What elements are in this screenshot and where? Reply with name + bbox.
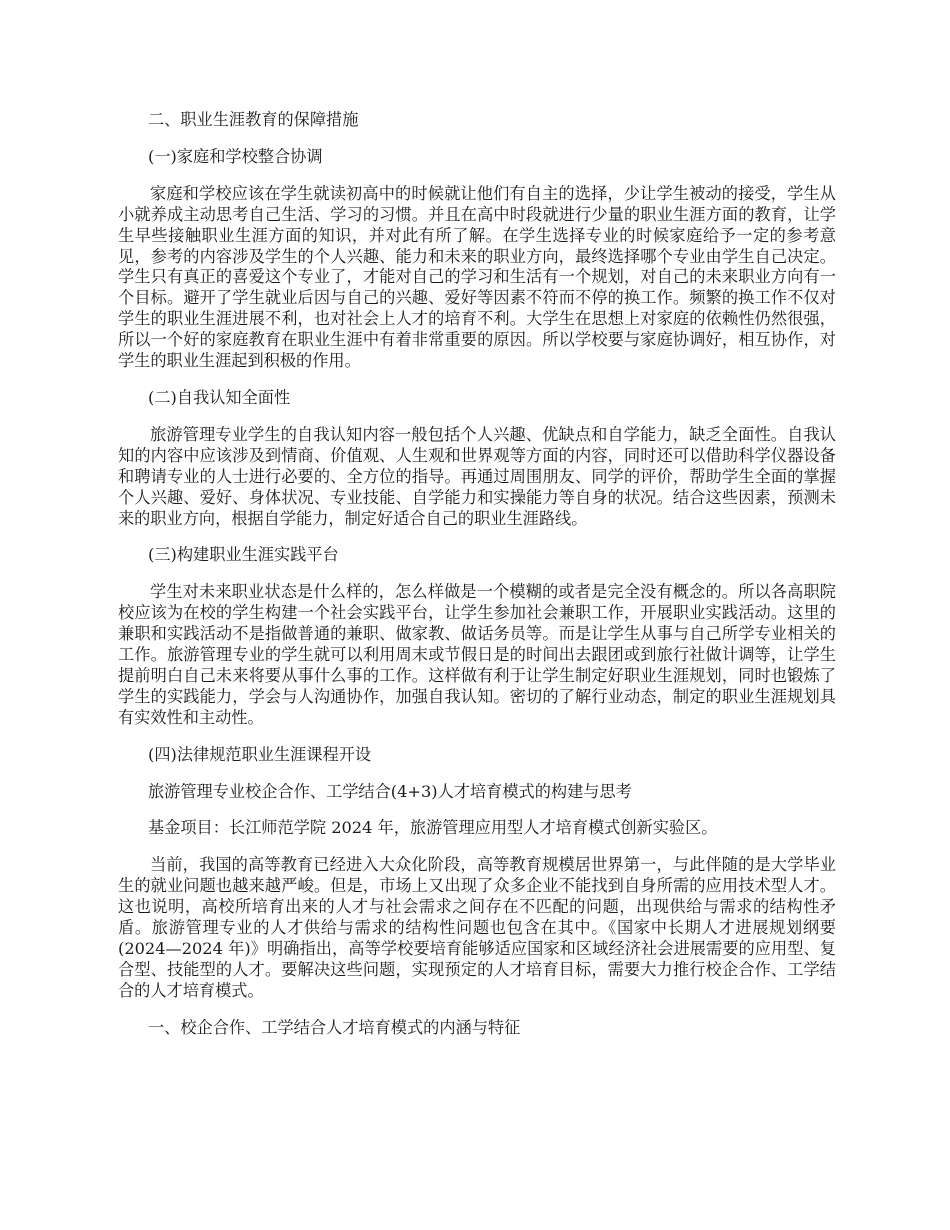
document-body [118,110,836,1055]
article-title: 旅游管理专业校企合作、工学结合(4+3)人才培育模式的构建与思考 [148,781,632,801]
body-paragraph-current-situation: 当前，我国的高等教育已经进入大众化阶段，高等教育规模居世界第一，与此伴随的是大学毕业生的就业问题也越来越严峻。但是，市场上又出现了众多企业不能找到自身所需的应用技术型人才。这也说明，高校所培育出来的人才与社会需求之间存在不匹配的问题，出现供给与需求的结构性矛盾。旅游管理专业的人才供给与需求的结构性问题也包含在其中。《国家中长期人才进展规划纲要(2024—2024 年)》明确指出，高等学校要培育能够适应国家和区域经济社会进展需要的应用型、复合型、技能型的人才。要解决这些问题，实现预定的人才培育目标，需要大力推行校企合作、工学结合的人才培育模式。 [118,855,836,1000]
body-paragraph-family-school: 家庭和学校应该在学生就读初高中的时候就让他们有自主的选择，少让学生被动的接受，学生从小就养成主动思考自己生活、学习的习惯。并且在高中时段就进行少量的职业生涯方面的教育，让学生早些接触职业生涯方面的知识，并对此有所了解。在学生选择专业的时候家庭给予一定的参考意见，参考的内容涉及学生的个人兴趣、能力和未来的职业方向，最终选择哪个专业由学生自己决定。学生只有真正的喜爱这个专业了，才能对自己的学习和生活有一个规划，对自己的未来职业方向有一个目标。避开了学生就业后因与自己的兴趣、爱好等因素不符而不停的换工作。频繁的换工作不仅对学生的职业生涯进展不利，也对社会上人才的培育不利。大学生在思想上对家庭的依赖性仍然很强，所以一个好的家庭教育在职业生涯中有着非常重要的原因。所以学校要与家庭协调好，相互协作，对学生的职业生涯起到积极的作用。 [118,183,836,371]
subsection-heading-self-cognition: (二)自我认知全面性 [148,387,291,407]
section-heading-guarantee-measures: 二、职业生涯教育的保障措施 [148,110,359,129]
section-heading-connotation: 一、校企合作、工学结合人才培育模式的内涵与特征 [148,1017,521,1037]
body-paragraph-self-cognition: 旅游管理专业学生的自我认知内容一般包括个人兴趣、优缺点和自学能力，缺乏全面性。自我认知的内容中应该涉及到情商、价值观、人生观和世界观等方面的内容，同时还可以借助科学仪器设备和聘请专业的人士进行必要的、全方位的指导。再通过周围朋友、同学的评价，帮助学生全面的掌握个人兴趣、爱好、身体状况、专业技能、自学能力和实操能力等自身的状况。结合这些因素，预测未来的职业方向，根据自学能力，制定好适合自己的职业生涯路线。 [118,424,836,528]
subsection-heading-family-school: (一)家庭和学校整合协调 [148,146,323,166]
body-paragraph-practice-platform: 学生对未来职业状态是什么样的，怎么样做是一个模糊的或者是完全没有概念的。所以各高职院校应该为在校的学生构建一个社会实践平台，让学生参加社会兼职工作，开展职业实践活动。这里的兼职和实践活动不是指做普通的兼职、做家教、做话务员等。而是让学生从事与自己所学专业相关的工作。旅游管理专业的学生就可以利用周末或节假日是的时间出去跟团或到旅行社做计调等，让学生提前明白自己未来将要从事什么事的工作。这样做有利于让学生制定好职业生涯规划，同时也锻炼了学生的实践能力，学会与人沟通协作，加强自我认知。密切的了解行业动态，制定的职业生涯规划具有实效性和主动性。 [118,582,836,727]
fund-project-line: 基金项目：长江师范学院 2024 年，旅游管理应用型人才培育模式创新实验区。 [148,818,718,838]
subsection-heading-legal-norms: (四)法律规范职业生涯课程开设 [148,744,372,764]
subsection-heading-practice-platform: (三)构建职业生涯实践平台 [148,545,339,565]
